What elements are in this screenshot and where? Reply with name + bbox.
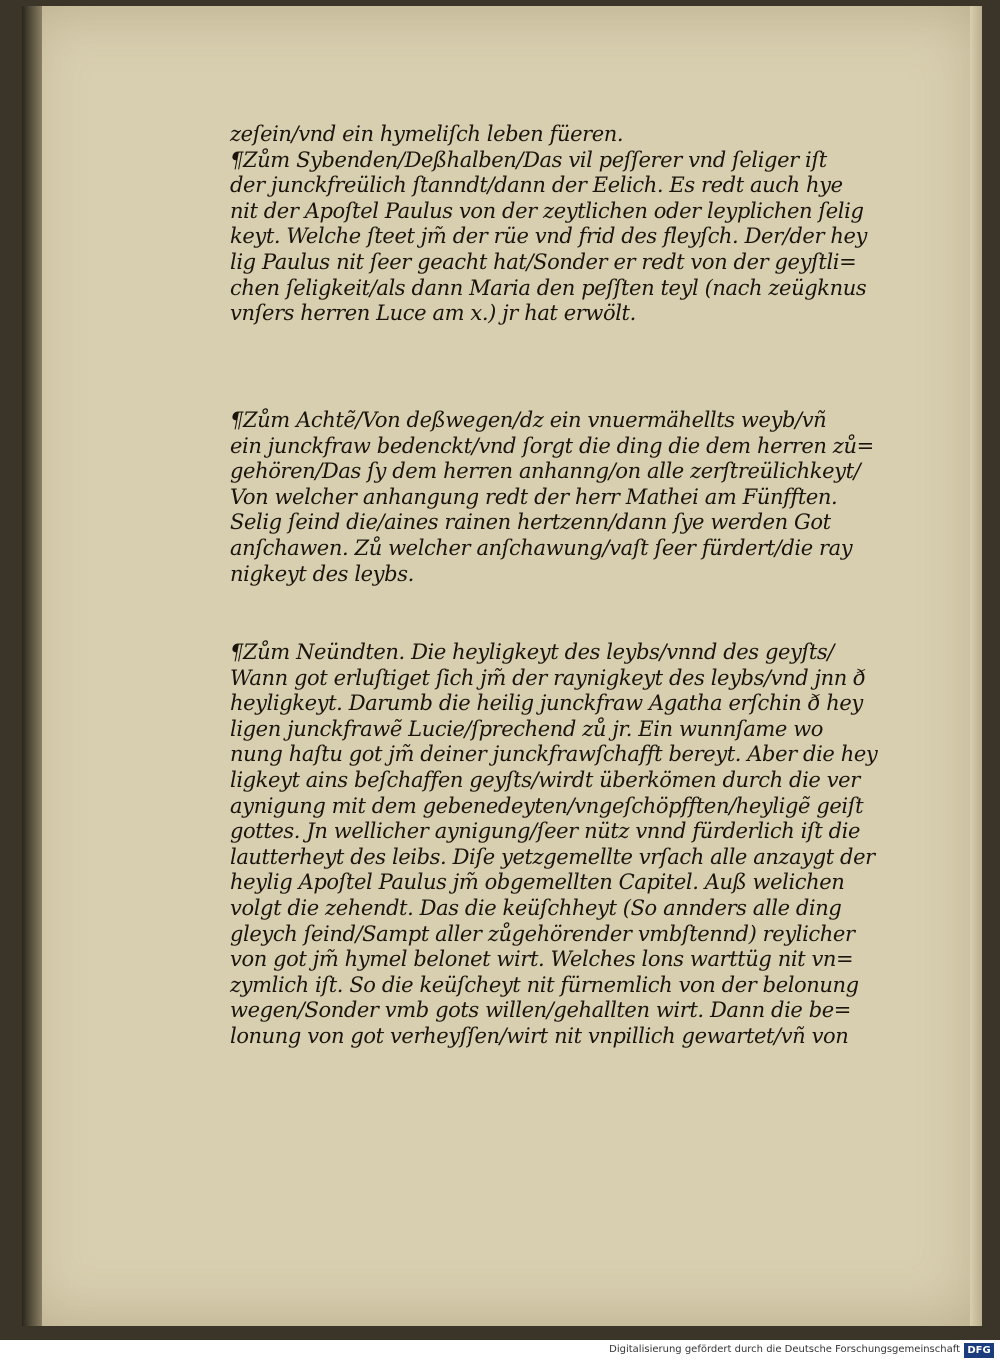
text-line: vnſers herren Luce am x.) jr hat erwölt. xyxy=(230,301,636,326)
text-line: lonung von got verheyſſen/wirt nit vnpillich gewartet/vñ von xyxy=(230,1023,849,1048)
text-line: ein junckfraw bedenckt/vnd ſorgt die ding die dem herren zů= xyxy=(230,433,874,458)
text-line: volgt die zehendt. Das die keüſchheyt (So annders alle ding xyxy=(230,895,842,920)
text-line: gehören/Das ſy dem herren anhanng/on alle zerſtreülichkeyt/ xyxy=(230,459,861,484)
text-line: heylig Apoſtel Paulus jm̃ obgemellten Capitel. Auß welichen xyxy=(230,870,845,895)
text-line: wegen/Sonder vmb gots willen/gehallten wirt. Dann die be= xyxy=(230,998,851,1023)
text-line: chen ſeligkeit/als dann Maria den peſſten teyl (nach zeügknus xyxy=(230,275,867,300)
page-outer-edge xyxy=(970,6,982,1326)
paragraph-3 xyxy=(230,640,930,1050)
text-line: keyt. Welche ſteet jm̃ der rüe vnd frid des fleyſch. Der/der hey xyxy=(230,224,867,249)
digitization-footer xyxy=(0,1340,1000,1362)
text-line: der junckfreülich ſtanndt/dann der Eelich. Es redt auch hye xyxy=(230,173,843,198)
footer-credit-text: Digitalisierung gefördert durch die Deutsche Forschungsgemeinschaft xyxy=(609,1344,960,1355)
text-line: von got jm̃ hymel belonet wirt. Welches lons warttüg nit vn= xyxy=(230,947,854,972)
text-line: aynigung mit dem gebenedeyten/vngeſchöpfften/heyligẽ geiſt xyxy=(230,793,864,818)
paragraph-1 xyxy=(230,122,930,327)
text-line: ¶Zům Achtẽ/Von deßwegen/dz ein vnuermähellts weyb/vñ xyxy=(230,408,827,432)
text-line: ¶Zům Neündten. Die heyligkeyt des leybs/vnnd des geyſts/ xyxy=(230,640,834,664)
text-line: nit der Apoſtel Paulus von der zeytlichen oder leyplichen ſelig xyxy=(230,198,864,223)
text-line: gottes. Jn wellicher aynigung/ſeer nütz vnnd fürderlich iſt die xyxy=(230,819,860,844)
dfg-logo: DFG xyxy=(964,1343,994,1358)
text-line: nung haſtu got jm̃ deiner junckfrawſchafft bereyt. Aber die hey xyxy=(230,742,878,767)
text-line: lautterheyt des leibs. Diſe yetzgemellte vrſach alle anzaygt der xyxy=(230,844,875,869)
text-line: Von welcher anhangung redt der herr Mathei am Fünfften. xyxy=(230,484,838,509)
text-line: zymlich iſt. So die keüſcheyt nit fürnemlich von der belonung xyxy=(230,972,859,997)
text-line: nigkeyt des leybs. xyxy=(230,561,414,586)
text-line: Selig ſeind die/aines rainen hertzenn/dann ſye werden Got xyxy=(230,510,831,535)
text-line: ligkeyt ains beſchaffen geyſts/wirdt überkömen durch die ver xyxy=(230,767,860,792)
text-line: gleych ſeind/Sampt aller zůgehörender vmbſtennd) reylicher xyxy=(230,921,855,946)
text-line: ¶Zům Sybenden/Deßhalben/Das vil peſſerer vnd ſeliger iſt xyxy=(230,147,827,172)
text-line: zeſein/vnd ein hymeliſch leben füeren. xyxy=(230,122,624,146)
text-line: Wann got erluſtiget ſich jm̃ der raynigkeyt des leybs/vnd jnn ð xyxy=(230,665,866,690)
paragraph-2 xyxy=(230,408,930,587)
text-line: anſchawen. Zů welcher anſchawung/vaſt ſeer fürdert/die ray xyxy=(230,535,853,560)
page-binding-edge xyxy=(22,6,42,1326)
text-line: heyligkeyt. Darumb die heilig junckfraw Agatha erſchin ð hey xyxy=(230,691,863,716)
text-line: lig Paulus nit ſeer geacht hat/Sonder er redt von der geyſtli= xyxy=(230,249,857,274)
text-line: ligen junckfrawẽ Lucie/ſprechend zů jr. Ein wunnſame wo xyxy=(230,716,824,741)
